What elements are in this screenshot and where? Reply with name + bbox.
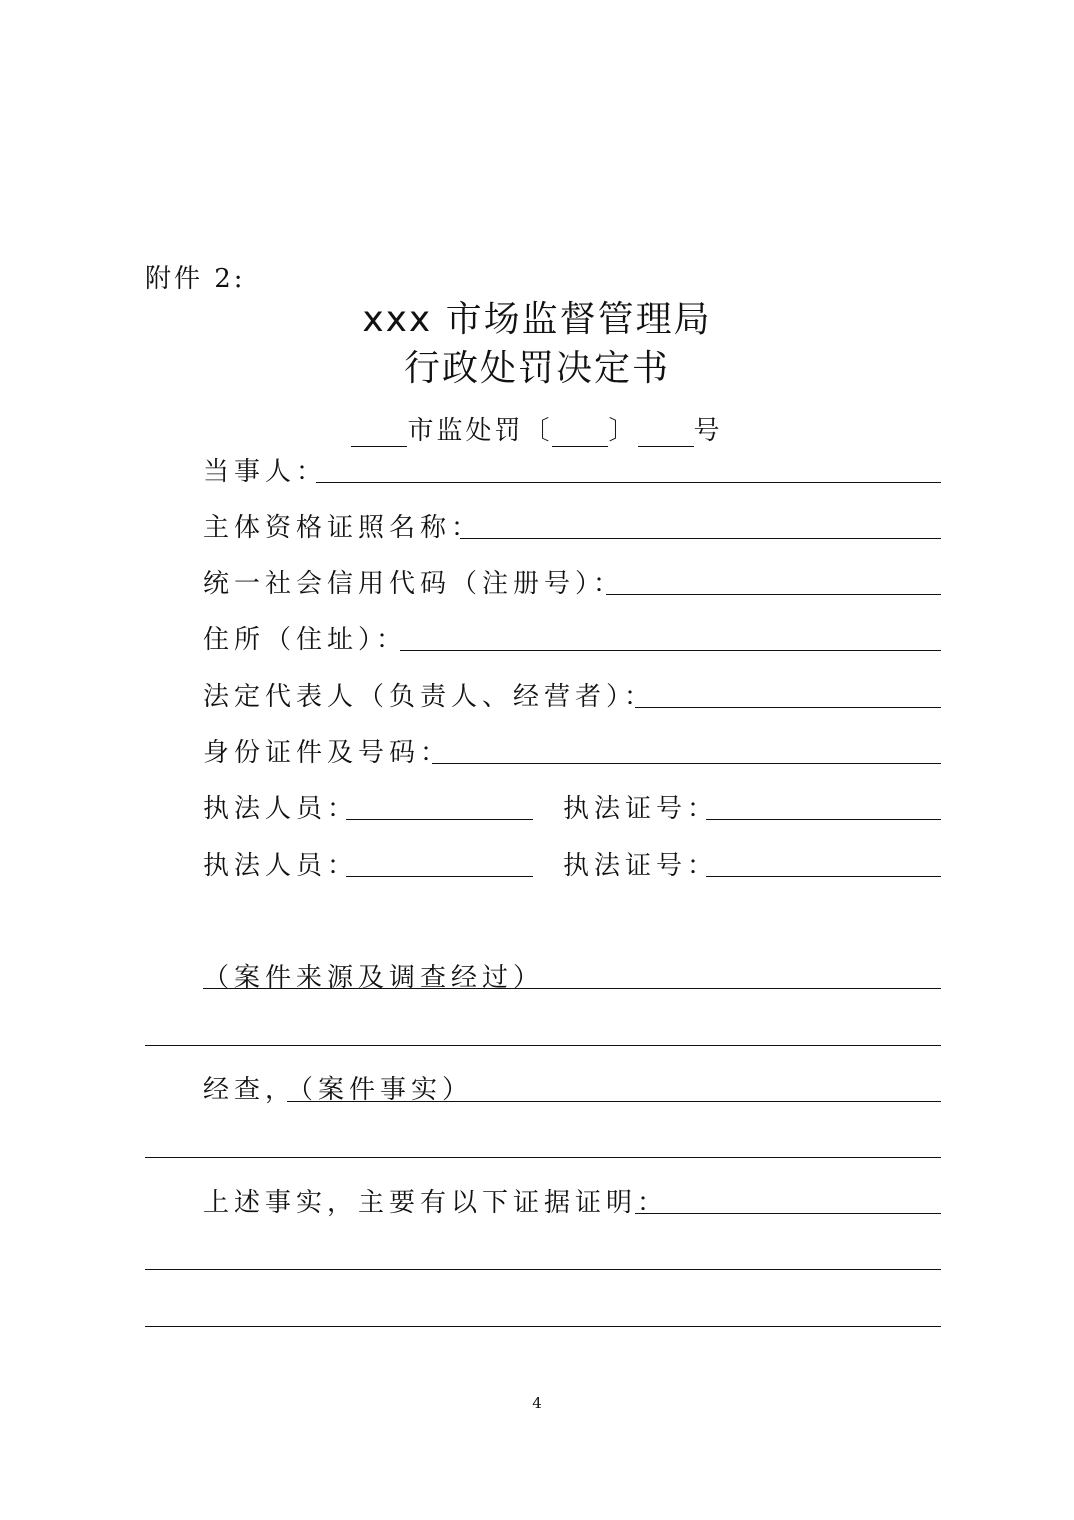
credit-code-blank[interactable] bbox=[606, 594, 941, 595]
cert2-label: 执法证号： bbox=[563, 851, 719, 881]
investigation-prefix: 经查， bbox=[203, 1075, 297, 1105]
agency-title: xxx 市场监督管理局 bbox=[362, 299, 712, 340]
cert1-label: 执法证号： bbox=[563, 794, 719, 824]
address-label: 住所（住址）： bbox=[203, 625, 408, 655]
evidence-line-2[interactable] bbox=[145, 1269, 941, 1270]
evidence-label: 上述事实，主要有以下证据证明： bbox=[203, 1188, 669, 1218]
evidence-blank[interactable] bbox=[635, 1213, 941, 1214]
officer1-label: 执法人员： bbox=[203, 794, 359, 824]
case-source-hint: （案件来源及调查经过） bbox=[203, 963, 545, 993]
evidence-line-3[interactable] bbox=[145, 1326, 941, 1327]
page-number: 4 bbox=[532, 1394, 542, 1412]
document-title: 行政处罚决定书 bbox=[403, 348, 670, 389]
officer2-blank[interactable] bbox=[346, 876, 533, 877]
legal-rep-label: 法定代表人（负责人、经营者）： bbox=[203, 682, 656, 712]
officer1-blank[interactable] bbox=[346, 819, 533, 820]
legal-rep-blank[interactable] bbox=[635, 707, 941, 708]
case-facts-continuation[interactable] bbox=[145, 1157, 941, 1158]
doc-number-part2: 〕 bbox=[608, 416, 638, 446]
credit-code-label: 统一社会信用代码（注册号）： bbox=[203, 569, 625, 599]
address-blank[interactable] bbox=[400, 650, 941, 651]
doc-serial-blank[interactable] bbox=[638, 422, 694, 447]
attachment-label: 附件 2: bbox=[145, 264, 246, 294]
cert1-blank[interactable] bbox=[706, 819, 941, 820]
case-facts-hint: （案件事实） bbox=[287, 1075, 474, 1105]
doc-number-part3: 号 bbox=[693, 416, 723, 446]
id-document-label: 身份证件及号码： bbox=[203, 738, 452, 768]
license-name-label: 主体资格证照名称： bbox=[203, 513, 483, 543]
document-number bbox=[0, 410, 1074, 447]
doc-year-blank[interactable] bbox=[552, 422, 608, 447]
party-blank[interactable] bbox=[316, 482, 941, 483]
id-document-blank[interactable] bbox=[432, 763, 941, 764]
party-label: 当事人： bbox=[203, 457, 328, 487]
doc-number-part1: 市监处罚〔 bbox=[407, 416, 553, 446]
doc-prefix-blank[interactable] bbox=[351, 422, 407, 447]
license-name-blank[interactable] bbox=[460, 538, 941, 539]
officer2-label: 执法人员： bbox=[203, 851, 359, 881]
cert2-blank[interactable] bbox=[706, 876, 941, 877]
case-source-continuation[interactable] bbox=[145, 1045, 941, 1046]
case-source-blank[interactable] bbox=[203, 988, 941, 989]
case-facts-blank[interactable] bbox=[287, 1101, 941, 1102]
